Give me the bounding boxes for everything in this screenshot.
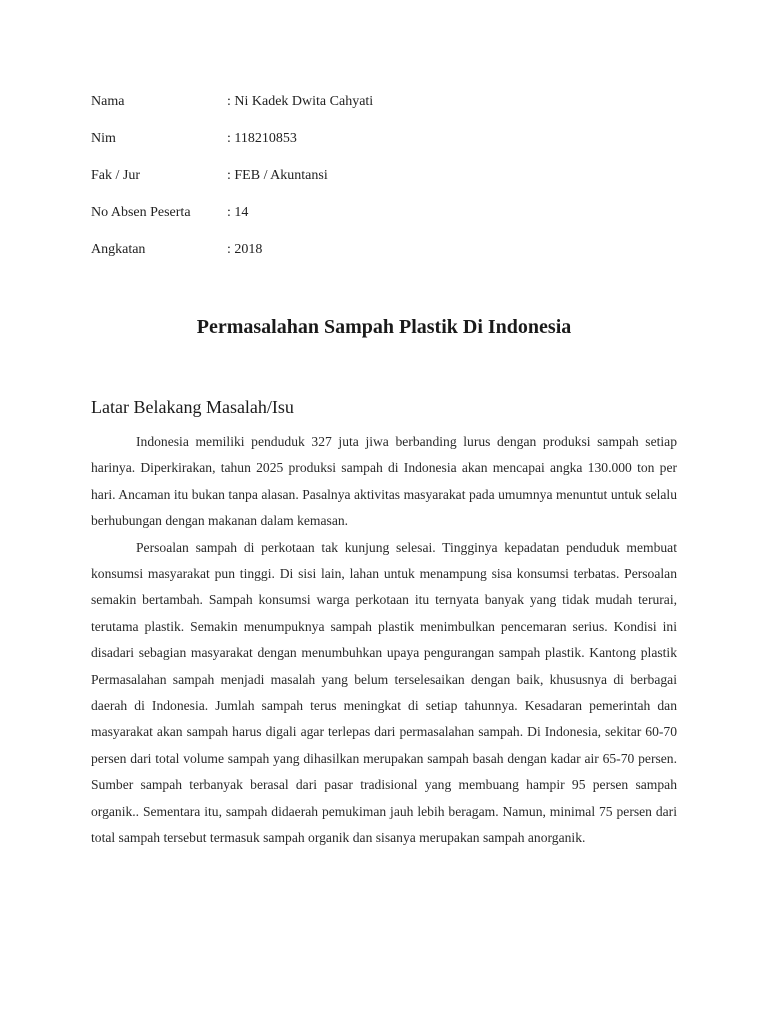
info-value: : 118210853 bbox=[227, 131, 297, 146]
info-label: Nim bbox=[91, 131, 116, 146]
document-title: Permasalahan Sampah Plastik Di Indonesia bbox=[196, 316, 572, 338]
paragraph: Indonesia memiliki penduduk 327 juta jiwa berbanding lurus dengan produksi sampah setiap harinya. Diperkirakan, tahun 2025 produksi sampah di Indonesia akan mencapai angka 130.000 ton per hari. Ancaman itu bukan tanpa alasan. Pasalnya aktivitas masyarakat pada umumnya menuntut untuk selalu berhubungan dengan makanan dalam kemasan. bbox=[91, 434, 677, 529]
info-label: No Absen Peserta bbox=[91, 205, 191, 220]
info-value: : Ni Kadek Dwita Cahyati bbox=[227, 94, 374, 109]
info-label: Angkatan bbox=[91, 242, 146, 257]
section-heading: Latar Belakang Masalah/Isu bbox=[91, 397, 294, 417]
section-body bbox=[91, 429, 677, 852]
info-value: : FEB / Akuntansi bbox=[227, 168, 328, 183]
info-label: Fak / Jur bbox=[91, 168, 140, 183]
paragraph: Persoalan sampah di perkotaan tak kunjung selesai. Tingginya kepadatan penduduk membuat konsumsi masyarakat pun tinggi. Di sisi lain, lahan untuk menampung sisa konsumsi terbatas. Persoalan semakin bertambah. Sampah konsumsi warga perkotaan itu ternyata banyak yang tidak mudah terurai, terutama plastik. Semakin menumpuknya sampah plastik menimbulkan pencemaran serius. Kondisi ini disadari sebagian masyarakat dengan menumbuhkan upaya pengurangan sampah plastik. Kantong plastik Permasalahan sampah menjadi masalah yang belum terselesaikan dengan baik, khususnya di berbagai daerah di Indonesia. Jumlah sampah terus meningkat di setiap tahunnya. Kesadaran pemerintah dan masyarakat akan sampah harus digali agar terlepas dari permasalahan sampah. Di Indonesia, sekitar 60-70 persen dari total volume sampah yang dihasilkan merupakan sampah basah dengan kadar air 65-70 persen. Sumber sampah terbanyak berasal dari pasar tradisional yang membuang hampir 95 persen sampah organik.. Sementara itu, sampah didaerah pemukiman jauh lebih beragam. Namun, minimal 75 persen dari total sampah tersebut termasuk sampah organik dan sisanya merupakan sampah anorganik. bbox=[91, 539, 677, 846]
info-label: Nama bbox=[91, 94, 125, 109]
info-value: : 2018 bbox=[227, 242, 263, 257]
info-value: : 14 bbox=[227, 205, 249, 220]
